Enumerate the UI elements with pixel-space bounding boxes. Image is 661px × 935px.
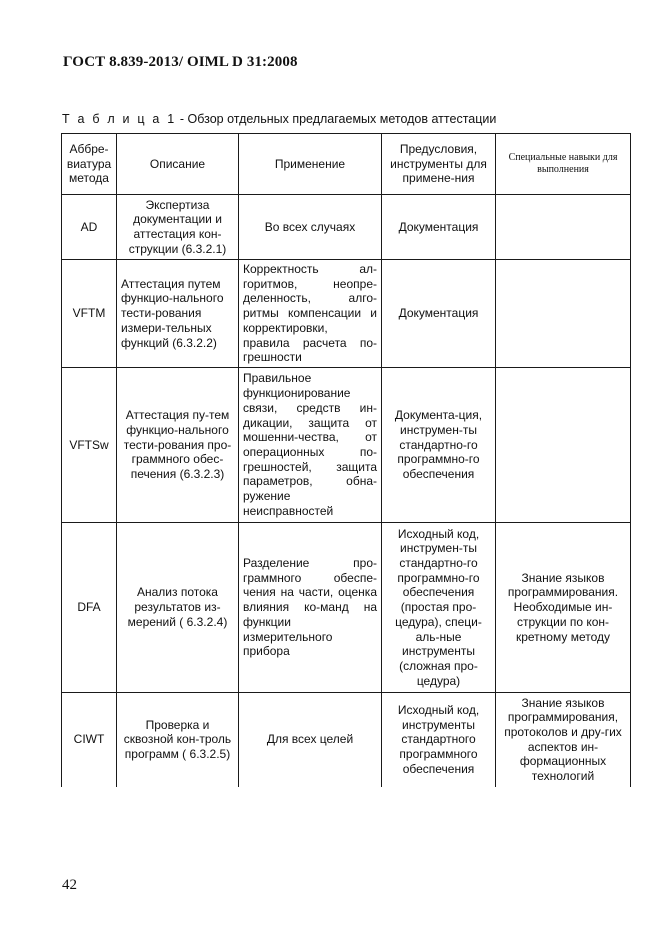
page-number: 42 bbox=[62, 877, 77, 893]
row-skills: Знание языков программирования. Необходимые ин-струкции по кон-кретному методу bbox=[496, 523, 631, 693]
row-abbreviation: CIWT bbox=[62, 693, 117, 787]
row-description: Экспертиза документации и аттестация кон-струкции (6.3.2.1) bbox=[117, 195, 239, 260]
row-application: Для всех целей bbox=[239, 693, 382, 787]
table-row bbox=[62, 260, 631, 368]
table-header-row bbox=[62, 134, 631, 195]
row-skills bbox=[496, 260, 631, 368]
header-preconditions: Предусловия, инструменты для примене-ния bbox=[382, 134, 496, 195]
row-description: Аттестация путем функцио-нального тести-рования измери-тельных функций (6.3.2.2) bbox=[117, 260, 239, 368]
table-caption-label: Т а б л и ц а 1 bbox=[62, 112, 177, 126]
row-preconditions: Документация bbox=[382, 195, 496, 260]
document-header: ГОСТ 8.839-2013/ OIML D 31:2008 bbox=[63, 54, 298, 70]
row-abbreviation: DFA bbox=[62, 523, 117, 693]
row-skills: Знание языков программирования, протоколов и дру-гих аспектов ин-формационных технологий bbox=[496, 693, 631, 787]
row-description: Анализ потока результатов из-мерений ( 6.3.2.4) bbox=[117, 523, 239, 693]
row-application: Правильное функционирование связи, средств ин-дикации, защита от мошенни-чества, от операционных по-грешностей, защита параметров, обна-ружение неисправностей bbox=[239, 368, 382, 523]
table-caption-text: - Обзор отдельных предлагаемых методов аттестации bbox=[176, 112, 497, 126]
table-row bbox=[62, 523, 631, 693]
row-preconditions: Документация bbox=[382, 260, 496, 368]
row-application: Корректность ал-горитмов, неопре-деленность, алго-ритмы компенсации и корректировки, правила расчета по-грешности bbox=[239, 260, 382, 368]
row-skills bbox=[496, 195, 631, 260]
row-preconditions: Исходный код, инструменты стандартного программного обеспечения bbox=[382, 693, 496, 787]
table-caption bbox=[62, 112, 496, 126]
row-description: Проверка и сквозной кон-троль программ ( 6.3.2.5) bbox=[117, 693, 239, 787]
table-row bbox=[62, 693, 631, 787]
table-row bbox=[62, 368, 631, 523]
row-abbreviation: VFTM bbox=[62, 260, 117, 368]
table-row bbox=[62, 195, 631, 260]
row-description: Аттестация пу-тем функцио-нального тести-рования про-граммного обес-печения (6.3.2.3) bbox=[117, 368, 239, 523]
row-skills bbox=[496, 368, 631, 523]
header-skills: Специальные навыки для выполнения bbox=[496, 134, 631, 195]
header-abbreviation: Аббре-виатура метода bbox=[62, 134, 117, 195]
methods-table bbox=[61, 133, 631, 787]
header-application: Применение bbox=[239, 134, 382, 195]
header-description: Описание bbox=[117, 134, 239, 195]
row-preconditions: Документа-ция, инструмен-ты стандартно-го программно-го обеспечения bbox=[382, 368, 496, 523]
row-application: Во всех случаях bbox=[239, 195, 382, 260]
row-abbreviation: AD bbox=[62, 195, 117, 260]
row-abbreviation: VFTSw bbox=[62, 368, 117, 523]
row-preconditions: Исходный код, инструмен-ты стандартно-го программно-го обеспечения (простая про-цедура), специ-аль-ные инструменты (сложная про-цедура) bbox=[382, 523, 496, 693]
row-application: Разделение про-граммного обеспе-чения на части, оценка влияния ко-манд на функции измерительного прибора bbox=[239, 523, 382, 693]
